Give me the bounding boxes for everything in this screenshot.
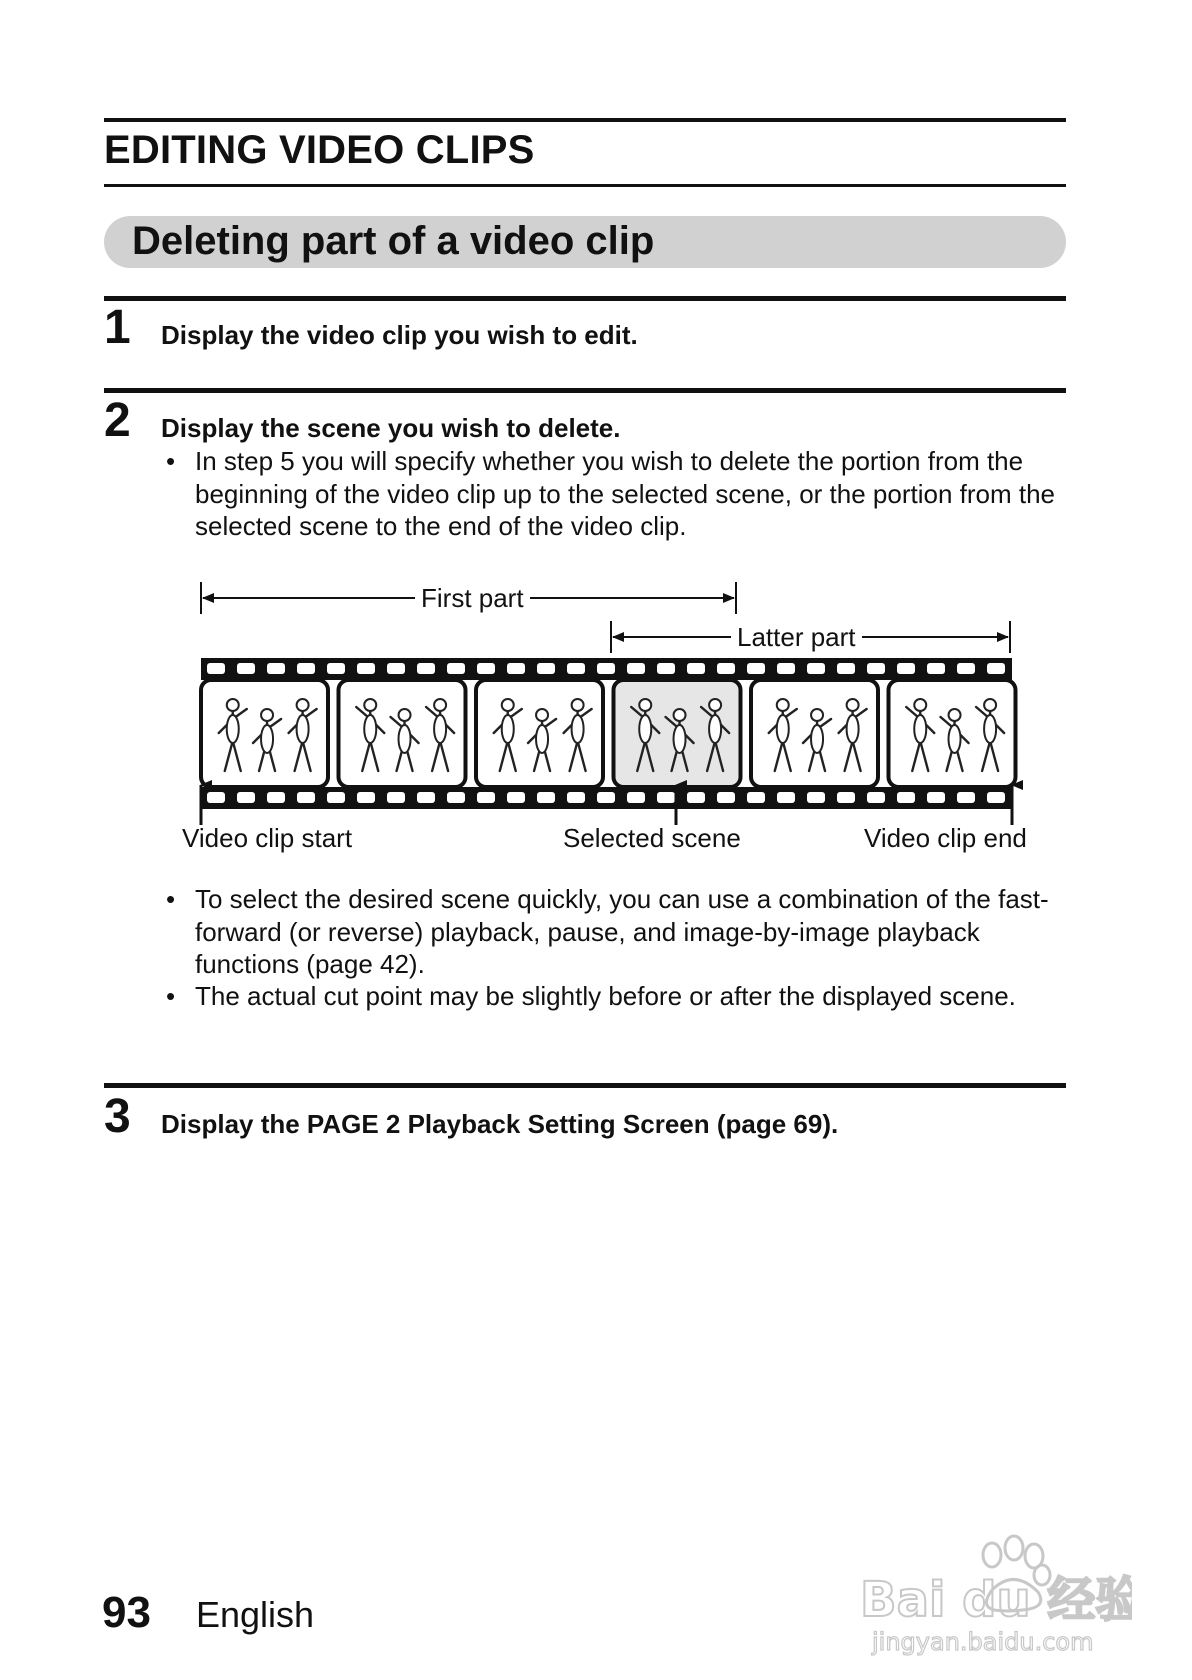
sprocket-hole [237,792,255,803]
sprocket-hole [927,663,945,674]
film-frame-selected [614,680,741,787]
sprocket-hole [657,792,675,803]
sprocket-hole [507,792,525,803]
section-title: EDITING VIDEO CLIPS [104,128,535,172]
sprocket-hole [477,792,495,803]
film-frame [889,680,1016,787]
sprocket-hole [867,663,885,674]
step-2-note-cut-point: The actual cut point may be slightly before or after the displayed scene. [195,981,1016,1011]
step-1-text: Display the video clip you wish to edit. [161,320,638,350]
sprocket-hole [567,663,585,674]
sprocket-hole [327,663,345,674]
sprocket-hole [987,663,1005,674]
sprocket-hole [897,792,915,803]
sprocket-hole [207,792,225,803]
step-1-rule [104,296,1066,301]
film-frames [201,680,1016,787]
film-strip-svg [180,575,1040,855]
sprocket-hole [897,663,915,674]
sprocket-hole [447,663,465,674]
watermark-logo-text: Bai du 经验 [860,1572,1132,1628]
sprocket-hole [837,663,855,674]
sprocket-hole [417,792,435,803]
sprocket-hole [567,792,585,803]
film-frame [201,680,328,787]
step-2-rule [104,388,1066,393]
sprocket-hole [207,663,225,674]
step-2-number: 2 [104,394,131,447]
sprocket-hole [477,663,495,674]
step-3-text: Display the PAGE 2 Playback Setting Screen (page 69). [161,1109,839,1139]
sprocket-hole [687,663,705,674]
step-3-number: 3 [104,1090,131,1143]
sprocket-hole [957,663,975,674]
baidu-paw-logo [842,1520,1132,1660]
sprocket-hole [417,663,435,674]
sprocket-hole [927,792,945,803]
sprocket-hole [237,663,255,674]
sprocket-hole [717,663,735,674]
sprocket-hole [357,663,375,674]
video-clip-end-label: Video clip end [864,823,1027,853]
sprocket-hole [597,792,615,803]
sprocket-hole [807,663,825,674]
sprocket-hole [447,792,465,803]
step-2-note-select-quickly: To select the desired scene quickly, you can use a combination of the fast-forward (or reverse) playback, pause, and image-by-image playback functions (page 42). [195,884,1049,979]
language-label: English [196,1594,315,1635]
sprocket-hole [747,663,765,674]
step-2-note-delete-portion: In step 5 you will specify whether you wish to delete the portion from the beginning of the video clip up to the selected scene, or the portion from the selected scene to the end of the video clip. [195,446,1055,541]
sprocket-hole [597,663,615,674]
sprocket-hole [387,663,405,674]
latter-part-label: Latter part [731,624,862,650]
sprocket-hole [297,792,315,803]
sprocket-hole [687,792,705,803]
page-number: 93 [102,1588,151,1637]
sprocket-hole [267,663,285,674]
sprocket-hole [297,663,315,674]
step-1-number: 1 [104,301,131,354]
sprocket-hole [837,792,855,803]
sprocket-hole [867,792,885,803]
sprocket-hole [987,792,1005,803]
first-part-label: First part [415,585,530,611]
top-rule [104,118,1066,122]
sprocket-hole [777,792,795,803]
bullet-marker: • [166,446,176,476]
sprocket-hole [537,663,555,674]
film-strip-diagram [180,575,1040,855]
watermark-url-text: jingyan.baidu.com [872,1628,1094,1656]
step-2-text: Display the scene you wish to delete. [161,413,621,443]
sprocket-hole [957,792,975,803]
bullet-marker: • [166,884,176,914]
sprocket-hole [627,792,645,803]
sprocket-hole [267,792,285,803]
sprocket-hole [657,663,675,674]
sprocket-hole [807,792,825,803]
sprocket-hole [717,792,735,803]
sprocket-hole [387,792,405,803]
sprocket-hole [507,663,525,674]
sprocket-hole [327,792,345,803]
sprocket-hole [537,792,555,803]
sprocket-hole [747,792,765,803]
sprocket-hole [777,663,795,674]
step-3-rule [104,1083,1066,1088]
film-frame [339,680,466,787]
film-frame [751,680,878,787]
sprocket-hole [627,663,645,674]
bullet-marker: • [166,981,176,1011]
video-clip-start-label: Video clip start [182,823,353,853]
selected-scene-label: Selected scene [563,823,741,853]
sprocket-hole [357,792,375,803]
subheading-title: Deleting part of a video clip [132,219,655,263]
baidu-watermark [842,1520,1132,1660]
film-frame [476,680,603,787]
section-title-underline [104,184,1066,187]
